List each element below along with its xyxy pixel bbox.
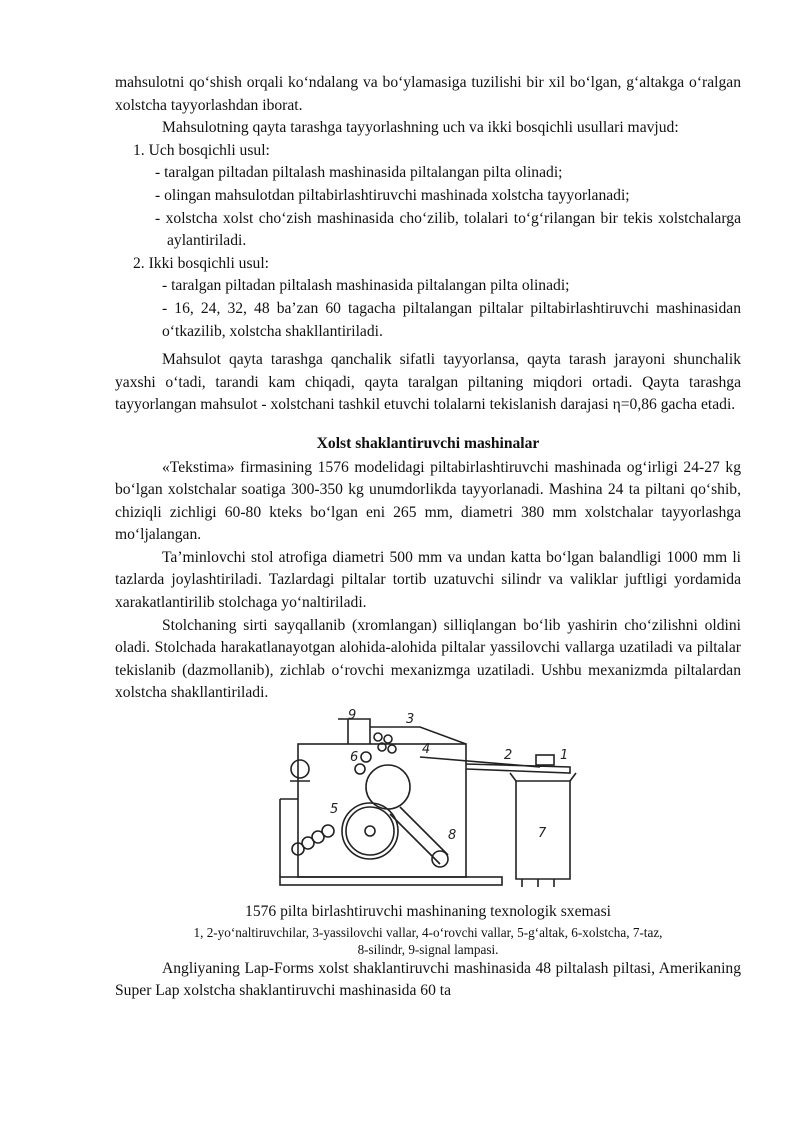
label-6: 6 — [350, 750, 359, 766]
label-8: 8 — [448, 828, 457, 844]
left-reel — [291, 760, 309, 778]
label-9: 9 — [348, 709, 357, 724]
figure-caption: 1576 pilta birlashtiruvchi mashinaning texnologik sxemasi — [245, 903, 611, 921]
section-heading: Xolst shaklantiruvchi mashinalar — [316, 434, 540, 452]
label-2: 2 — [504, 748, 513, 764]
list-2-item-1: - taralgan piltadan piltalash mashinasida piltalangan pilta olinadi; — [162, 277, 570, 295]
cylinder — [342, 803, 398, 859]
list-1-item-3: - xolstcha xolst choʻzish mashinasida choʻzilib, tolalari toʻgʻrilangan bir tekis xolstchalarga aylantiriladi. — [155, 209, 741, 250]
label-1: 1 — [560, 748, 569, 764]
paragraph-3: Mahsulot qayta tarashga qanchalik sifatli tayyorlansa, qayta tarash jarayoni shunchalik yaxshi oʻtadi, tarandi kam chiqadi, qayta taralgan piltaning miqdori ortadi. Qayta tarashga tayyorlangan mahsulot - xolstchani tashkil etuvchi tolalarni tekislanish darajasi η=0,86 gacha etadi. — [115, 351, 741, 414]
paragraph-6: Stolchaning sirti sayqallanib (xromlangan) silliqlangan boʻlib yashirin choʻzilishni oldini oladi. Stolchada harakatlanayotgan alohida-alohida piltalar yassilovchi vallarga uzatiladi va piltalar tekislanib (dazmollanib), zichlab oʻrovchi mexanizmga uzatiladi. Ushbu mexanizmda piltalardan xolstcha shakllantiriladi. — [115, 616, 741, 702]
label-3: 3 — [406, 712, 415, 728]
paragraph-4: «Tekstima» firmasining 1576 modelidagi piltabirlashtiruvchi mashinada ogʻirligi 24-27 kg boʻlgan xolstchalar soatiga 300-350 kg unumdorlikda tayyorlanadi. Mashina 24 ta piltani qoʻshib, chiziqli zichligi 60-80 kteks boʻlgan eni 265 mm, diametri 380 mm xolstchalar tayyorlashga moʻljalangan. — [115, 458, 741, 544]
machine-schematic — [270, 709, 590, 899]
figure-legend-line-2: 8-silindr, 9-signal lampasi. — [357, 941, 499, 957]
label-5: 5 — [330, 802, 339, 818]
guide-1 — [536, 755, 554, 765]
paragraph-7: Angliyaning Lap-Forms xolst shaklantiruvchi mashinasida 48 piltalash piltasi, Amerikaning Super Lap xolstcha shaklantiruvchi mashinasida 60 ta — [115, 959, 741, 1000]
paragraph-1: mahsulotni qoʻshish orqali koʻndalang va boʻylamasiga tuzilishi bir xil boʻlgan, gʻaltakga oʻralgan xolstcha tayyorlashdan iborat. — [115, 74, 741, 114]
figure-legend-line-1: 1, 2-yoʻnaltiruvchilar, 3-yassilovchi vallar, 4-oʻrovchi vallar, 5-gʻaltak, 6-xolstcha, 7-taz, — [193, 924, 663, 940]
list-1-item-2: - olingan mahsulotdan piltabirlashtiruvchi mashinada xolstcha tayyorlanadi; — [155, 186, 630, 204]
list-2-item-2: - 16, 24, 32, 48 baʼzan 60 tagacha piltalangan piltalar piltabirlashtiruvchi mashinasidan oʻtkazilib, xolstcha shakllantiriladi. — [162, 299, 741, 340]
list-1-title: 1. Uch bosqichli usul: — [133, 141, 270, 159]
paragraph-2: Mahsulotning qayta tarashga tayyorlashning uch va ikki bosqichli usullari mavjud: — [162, 119, 679, 137]
label-7: 7 — [538, 826, 547, 842]
list-1-item-1: - taralgan piltadan piltalash mashinasida piltalangan pilta olinadi; — [155, 164, 563, 182]
label-4: 4 — [422, 742, 431, 758]
document-page — [115, 72, 741, 1003]
list-2-title: 2. Ikki bosqichli usul: — [133, 254, 270, 272]
machine-figure — [115, 709, 741, 899]
paragraph-5: Taʼminlovchi stol atrofiga diametri 500 mm va undan katta boʻlgan balandligi 1000 mm li tazlarda joylashtiriladi. Tazlardagi piltalar tortib uzatuvchi silindr va valiklar juftligi yordamida xarakatlantirilib stolchaga yoʻnaltiriladi. — [115, 548, 741, 612]
machine-base — [280, 877, 502, 885]
